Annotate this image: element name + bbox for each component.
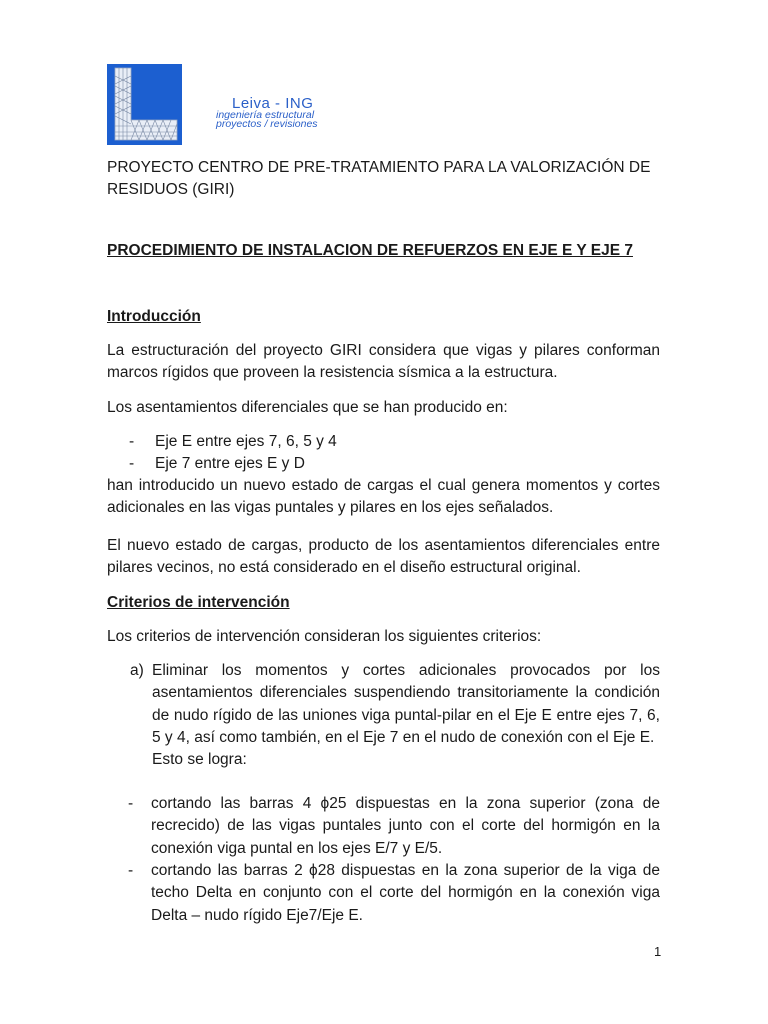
dash-marker: -	[129, 433, 135, 450]
criteria-paragraph-1: Los criterios de intervención consideran los siguientes criterios:	[107, 628, 542, 645]
item-a-text: Eliminar los momentos y cortes adicionales provocados por los asentamientos diferenciales suspendiendo transitoriamente la condición de nudo rígido de las uniones viga puntal-pilar en el Eje E entre ejes 7, 6, 5 y 4, así como también, en el Eje 7 en el nudo de conexión con el Eje E.	[152, 662, 660, 746]
procedure-heading: PROCEDIMIENTO DE INSTALACION DE REFUERZOS EN EJE E Y EJE 7	[107, 242, 633, 259]
intro-paragraph-3: han introducido un nuevo estado de cargas el cual genera momentos y cortes adicionales en las vigas puntales y pilares en los ejes señalados.	[107, 477, 660, 516]
bullet-item	[107, 793, 660, 860]
item-a-subtext: Esto se logra:	[152, 751, 247, 769]
logo-line-1: ingeniería estructural	[216, 109, 315, 121]
dash-marker: -	[129, 455, 135, 472]
logo-brand: Leiva - ING	[232, 95, 314, 112]
criteria-item-a	[130, 660, 660, 771]
bullet-text: cortando las barras 2 ϕ28 dispuestas en la zona superior de la viga de techo Delta en conjunto con el corte del hormigón en la conexión viga Delta – nudo rígido Eje7/Eje E.	[151, 862, 660, 924]
list-item-text: Eje 7 entre ejes E y D	[155, 455, 305, 472]
dash-marker: -	[128, 795, 134, 812]
document-title: PROYECTO CENTRO DE PRE-TRATAMIENTO PARA LA VALORIZACIÓN DE RESIDUOS (GIRI)	[107, 159, 651, 198]
intro-paragraph-2: Los asentamientos diferenciales que se han producido en:	[107, 399, 508, 416]
logo-text	[216, 96, 318, 129]
dash-marker: -	[128, 862, 134, 879]
intro-paragraph-4: El nuevo estado de cargas, producto de los asentamientos diferenciales entre pilares vecinos, no está considerado en el diseño estructural original.	[107, 537, 660, 576]
logo-l-mark	[107, 64, 182, 145]
item-label: a)	[130, 662, 144, 679]
intro-paragraph-1: La estructuración del proyecto GIRI considera que vigas y pilares conforman marcos rígidos que proveen la resistencia sísmica a la estructura.	[107, 342, 660, 381]
bullet-item	[107, 860, 660, 927]
page-number: 1	[654, 944, 662, 959]
company-logo	[107, 64, 182, 145]
list-item-text: Eje E entre ejes 7, 6, 5 y 4	[155, 433, 337, 450]
criteria-heading: Criterios de intervención	[107, 594, 290, 611]
logo-line-2: proyectos / revisiones	[216, 118, 318, 130]
bullet-text: cortando las barras 4 ϕ25 dispuestas en la zona superior (zona de recrecido) de las vigas puntales junto con el corte del hormigón en la conexión viga puntal en los ejes E/7 y E/5.	[151, 795, 660, 857]
intro-heading: Introducción	[107, 308, 201, 325]
